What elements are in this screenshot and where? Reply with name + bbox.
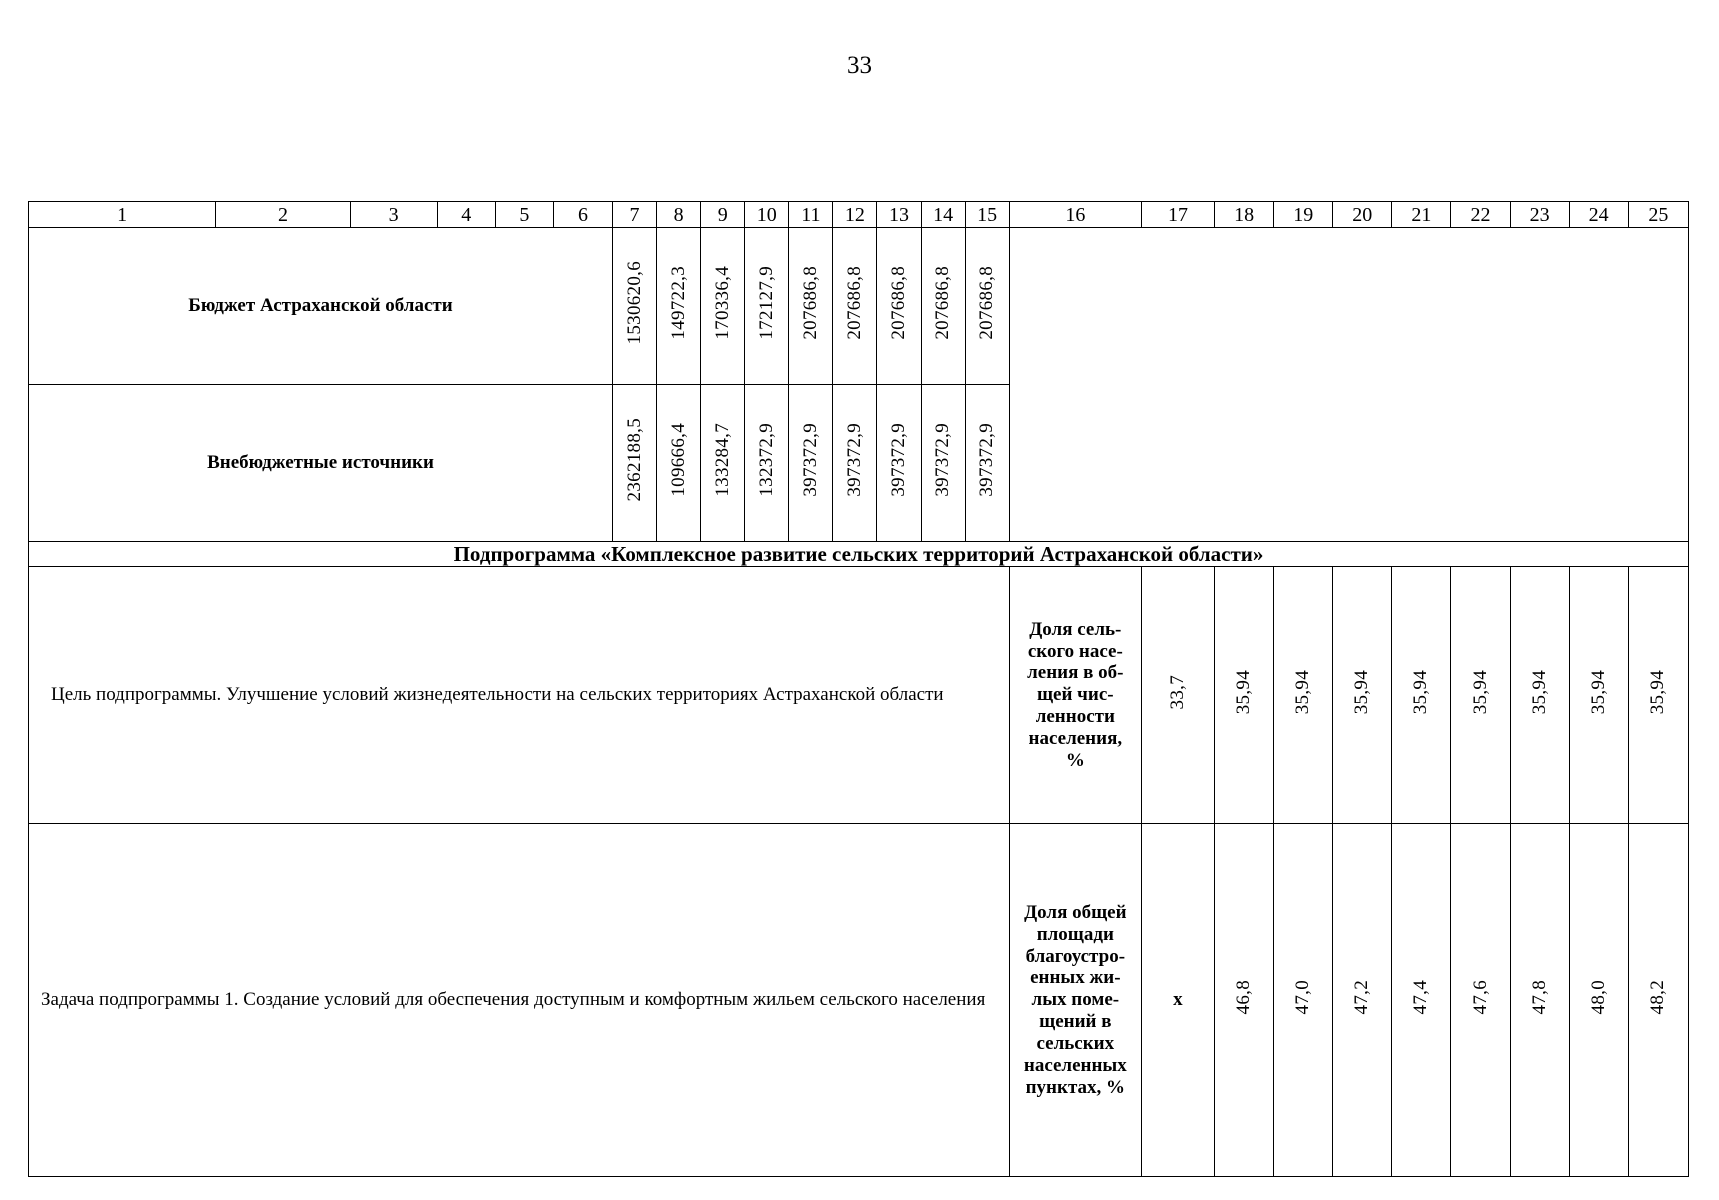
finance-cell: [613, 228, 657, 385]
finance-row-regional-budget: [29, 228, 1689, 385]
column-number: 4: [437, 202, 495, 228]
task1-indicator-text: Доля общей площади благоустро- енных жи- лых поме- щений в сельских населенных пунктах, %: [1023, 901, 1127, 1098]
finance-value: 207686,8: [932, 266, 954, 340]
subprogram-row: [29, 542, 1689, 567]
column-number: 6: [553, 202, 612, 228]
finance-value: 149722,3: [667, 266, 689, 340]
finance-cell: [833, 228, 877, 385]
goal-indicator-text: Доля сель- ского насе- ления в об- щей чис- ленности населения, %: [1027, 618, 1124, 771]
task1-text: Задача подпрограммы 1. Создание условий для обеспечения доступным и комфортным жильем сельского населения: [29, 824, 1010, 1177]
empty-indicator-block: [1009, 228, 1688, 542]
indicator-cell: [1215, 567, 1274, 824]
finance-source-label: Внебюджетные источники: [29, 385, 613, 542]
column-number: 15: [965, 202, 1009, 228]
finance-cell: [877, 228, 921, 385]
indicator-value: 35,94: [1469, 670, 1491, 715]
finance-source-label: Бюджет Астраханской области: [29, 228, 613, 385]
indicator-value: 47,0: [1292, 979, 1314, 1015]
finance-value: 1530620,6: [623, 261, 645, 345]
finance-value: 172127,9: [755, 266, 777, 340]
finance-value: 207686,8: [976, 266, 998, 340]
column-number-row: [29, 202, 1689, 228]
indicator-cell: [1628, 567, 1688, 824]
finance-cell: [965, 228, 1009, 385]
indicator-value: 47,6: [1469, 979, 1491, 1015]
column-number: 25: [1628, 202, 1688, 228]
column-number: 23: [1510, 202, 1569, 228]
indicator-cell: [1451, 824, 1510, 1177]
column-number: 24: [1569, 202, 1628, 228]
indicator-cell: [1569, 824, 1628, 1177]
task1-indicator: [1009, 824, 1141, 1177]
finance-cell: [833, 385, 877, 542]
finance-value: 397372,9: [799, 423, 821, 497]
indicator-value: 47,8: [1528, 979, 1550, 1015]
finance-cell: [613, 385, 657, 542]
finance-value: 207686,8: [844, 266, 865, 340]
finance-value: 397372,9: [888, 423, 910, 497]
finance-cell: [701, 385, 745, 542]
column-number: 14: [921, 202, 965, 228]
task1-row: [29, 824, 1689, 1177]
indicator-value: 48,0: [1587, 979, 1609, 1015]
column-number: 7: [613, 202, 657, 228]
column-number: 17: [1141, 202, 1214, 228]
finance-value: 397372,9: [976, 423, 998, 497]
indicator-cell: [1333, 824, 1392, 1177]
column-number: 19: [1274, 202, 1333, 228]
indicator-cell: [1215, 824, 1274, 1177]
finance-cell: [921, 385, 965, 542]
column-number: 16: [1009, 202, 1141, 228]
column-number: 12: [833, 202, 877, 228]
column-number: 10: [745, 202, 789, 228]
indicator-value: 47,2: [1351, 979, 1373, 1015]
indicator-value: 46,8: [1233, 979, 1255, 1015]
goal-row: [29, 567, 1689, 824]
finance-value: 2362188,5: [623, 418, 645, 502]
column-number: 11: [789, 202, 833, 228]
indicator-cell: [1274, 567, 1333, 824]
column-number: 22: [1451, 202, 1510, 228]
indicator-value: 35,94: [1587, 670, 1609, 715]
finance-cell: [745, 228, 789, 385]
indicator-value: 35,94: [1351, 670, 1373, 715]
finance-cell: [965, 385, 1009, 542]
column-number: 3: [350, 202, 437, 228]
finance-cell: [657, 228, 701, 385]
finance-value: 207686,8: [799, 266, 821, 340]
column-number: 21: [1392, 202, 1451, 228]
indicator-value: 35,94: [1528, 670, 1550, 715]
goal-indicator: [1009, 567, 1141, 824]
indicator-value: 47,4: [1410, 979, 1432, 1015]
indicator-cell: [1392, 824, 1451, 1177]
indicator-cell: [1141, 567, 1214, 824]
goal-text: Цель подпрограммы. Улучшение условий жизнедеятельности на сельских территориях Астраханской области: [29, 567, 1010, 824]
finance-value: 132372,9: [755, 423, 777, 497]
indicator-cell: [1569, 567, 1628, 824]
finance-value: 207686,8: [888, 266, 910, 340]
indicator-value: 35,94: [1233, 670, 1255, 715]
page-number: 33: [847, 52, 872, 79]
finance-cell: [789, 385, 833, 542]
finance-value: 170336,4: [711, 266, 733, 340]
column-number: 1: [29, 202, 216, 228]
indicator-value: 48,2: [1647, 979, 1669, 1015]
indicator-value: 35,94: [1292, 670, 1314, 715]
indicator-cell: [1510, 567, 1569, 824]
finance-cell: [745, 385, 789, 542]
finance-cell: [877, 385, 921, 542]
finance-cell: [657, 385, 701, 542]
indicator-cell: [1628, 824, 1688, 1177]
column-number: 2: [216, 202, 350, 228]
finance-cell: [701, 228, 745, 385]
finance-cell: [789, 228, 833, 385]
indicator-value: x: [1173, 989, 1183, 1011]
indicator-cell: [1333, 567, 1392, 824]
column-number: 20: [1333, 202, 1392, 228]
indicator-cell: [1392, 567, 1451, 824]
indicator-value: 33,7: [1167, 674, 1189, 710]
indicator-value: 35,94: [1647, 670, 1669, 715]
program-table: [28, 201, 1689, 1177]
finance-value: 397372,9: [932, 423, 954, 497]
finance-value: 133284,7: [711, 423, 733, 497]
indicator-cell: [1141, 824, 1214, 1177]
finance-cell: [921, 228, 965, 385]
column-number: 13: [877, 202, 921, 228]
column-number: 9: [701, 202, 745, 228]
subprogram-title: Подпрограмма «Комплексное развитие сельских территорий Астраханской области»: [29, 542, 1689, 567]
column-number: 18: [1215, 202, 1274, 228]
column-number: 5: [495, 202, 553, 228]
indicator-cell: [1451, 567, 1510, 824]
finance-value: 397372,9: [844, 423, 865, 497]
indicator-value: 35,94: [1410, 670, 1432, 715]
finance-value: 109666,4: [667, 423, 689, 497]
column-number: 8: [657, 202, 701, 228]
indicator-cell: [1274, 824, 1333, 1177]
indicator-cell: [1510, 824, 1569, 1177]
